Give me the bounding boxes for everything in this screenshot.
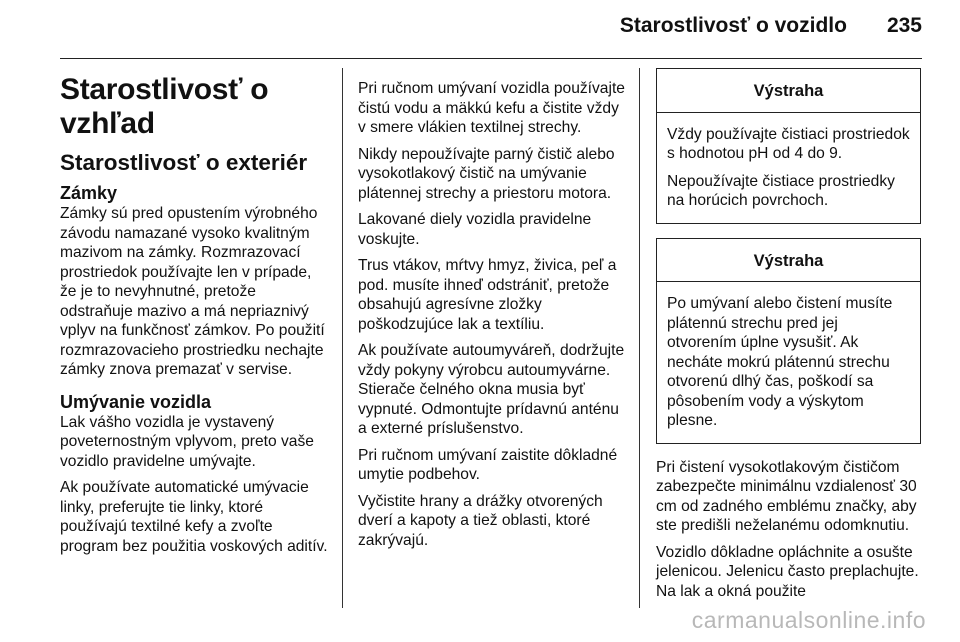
warning-title: Výstraha xyxy=(657,239,920,283)
warning-title: Výstraha xyxy=(657,69,920,113)
section-heading: Starostlivosť o exteriér xyxy=(60,150,308,175)
header-rule xyxy=(60,58,922,59)
warning-body xyxy=(657,113,920,223)
running-title: Starostlivosť o vozidlo xyxy=(619,14,847,37)
column-divider-2 xyxy=(639,68,640,608)
warning-body xyxy=(657,282,920,443)
warning-text: Nepoužívajte čistiace prostriedky na horúcich povrchoch. xyxy=(667,172,895,209)
column-3 xyxy=(656,68,921,608)
locks-text: Zámky sú pred opustením výrobného závodu namazané vysoko kvalitným mazivom na zámky. Rozmrazovací prostriedok používajte len v prípade, že je to nevyhnutné, pretože odstraňuje mazivo a má nepriaznivý vplyv na funkčnosť zámkov. Po použití rozmrazovacieho prostriedku nechajte zámky znova premazať v servise. xyxy=(60,205,325,378)
wash-heading: Umývanie vozidla xyxy=(60,391,212,412)
column-divider-1 xyxy=(342,68,343,608)
warning-box-2 xyxy=(656,238,921,444)
page-number: 235 xyxy=(886,14,922,37)
locks-heading: Zámky xyxy=(60,183,118,203)
paragraph: Vozidlo dôkladne opláchnite a osušte jelenicou. Jelenicu často preplachujte. Na lak a okná použite xyxy=(656,543,919,600)
watermark: carmanualsonline.info xyxy=(691,607,926,633)
column-2 xyxy=(358,79,626,557)
column-1 xyxy=(60,66,330,563)
wash-paragraph-1: Lak vášho vozidla je vystavený poveternostným vplyvom, preto vaše vozidlo pravidelne umývajte. xyxy=(60,413,314,470)
warning-box-1 xyxy=(656,68,921,224)
paragraph: Lakované diely vozidla pravidelne voskujte. xyxy=(358,211,592,248)
warning-text: Po umývaní alebo čistení musíte plátennú strechu pred jej otvorením úplne vysušiť. Ak necháte mokrú plátennú strechu otvorenú dlhý čas, poškodí sa pôsobením vody a výskytom plesne. xyxy=(667,295,893,429)
paragraph: Vyčistite hrany a drážky otvorených dverí a kapoty a tiež oblasti, ktoré zakrývajú. xyxy=(358,492,603,549)
page-header xyxy=(60,14,922,38)
paragraph: Pri čistení vysokotlakovým čističom zabezpečte minimálnu vzdialenosť 30 cm od zadného emblému značky, aby ste predišli neželanému odomknutiu. xyxy=(656,458,917,534)
chapter-heading: Starostlivosť o vzhľad xyxy=(60,73,269,140)
paragraph: Nikdy nepoužívajte parný čistič alebo vysokotlakový čistič na umývanie plátennej strechy a priestoru motora. xyxy=(358,145,615,202)
paragraph: Pri ručnom umývaní vozidla používajte čistú vodu a mäkkú kefu a čistite vždy v smere vlákien textilnej strechy. xyxy=(358,80,625,136)
warning-text: Vždy používajte čistiaci prostriedok s hodnotou pH od 4 do 9. xyxy=(667,125,910,162)
wash-paragraph-2: Ak používate automatické umývacie linky, preferujte tie linky, ktoré používajú textilné kefy a zvoľte program bez použitia voskových aditív. xyxy=(60,479,328,555)
paragraph: Ak používate autoumyváreň, dodržujte vždy pokyny výrobcu autoumyvárne. Stierače čelného okna musia byť vypnuté. Odmontujte prídavnú anténu a externé príslušenstvo. xyxy=(358,342,625,437)
paragraph: Pri ručnom umývaní zaistite dôkladné umytie podbehov. xyxy=(358,446,618,483)
paragraph: Trus vtákov, mŕtvy hmyz, živica, peľ a pod. musíte ihneď odstrániť, pretože obsahujú agresívne zložky poškodzujúce lak a textíliu. xyxy=(358,257,617,333)
